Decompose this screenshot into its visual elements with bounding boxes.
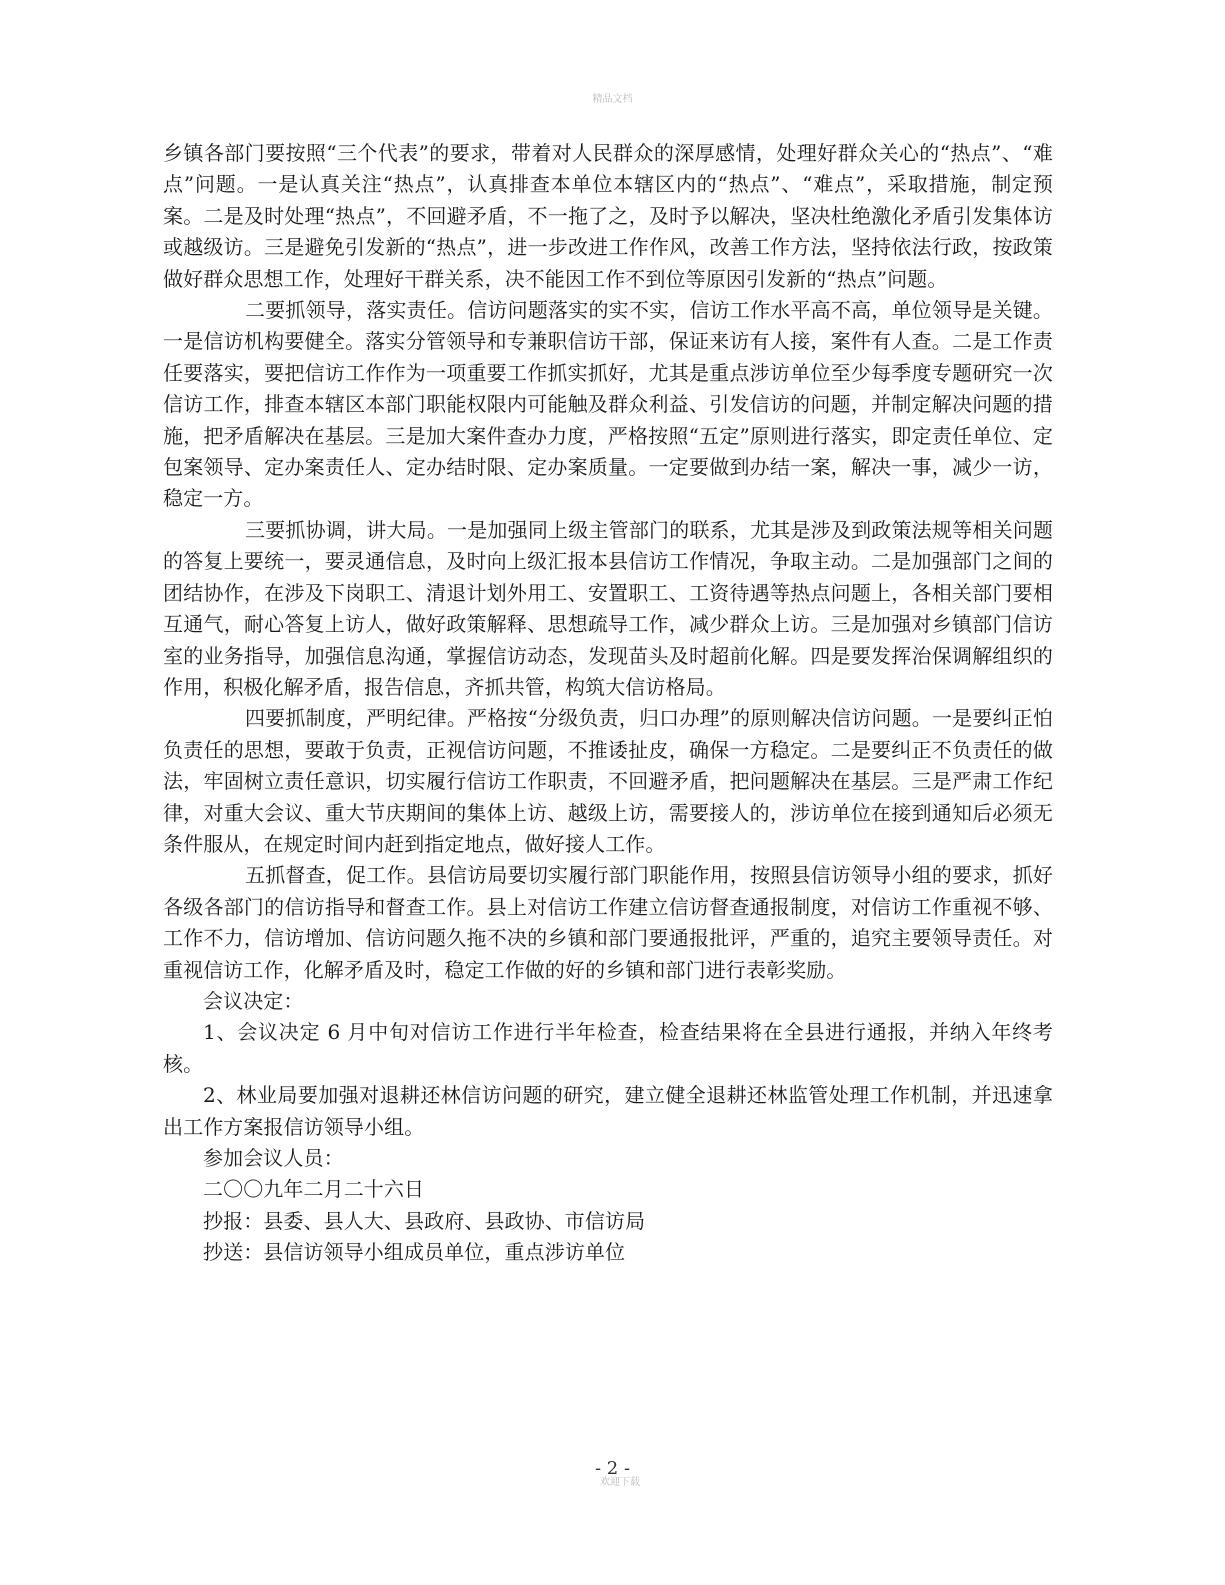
- paragraph-hotspots: 乡镇各部门要按照“三个代表”的要求，带着对人民群众的深厚感情，处理好群众关心的“热点”、“难点”问题。一是认真关注“热点”，认真排查本单位本辖区内的“热点”、“难点”，采取措施，制定预案。二是及时处理“热点”，不回避矛盾，不一拖了之，及时予以解决，坚决杜绝激化矛盾引发集体访或越级访。三是避免引发新的“热点”，进一步改进工作作风，改善工作方法，坚持依法行政，按政策做好群众思想工作，处理好干群关系，决不能因工作不到位等原因引发新的“热点”问题。: [163, 141, 1053, 291]
- header-watermark: 精品文档: [592, 94, 633, 105]
- footer-watermark: 欢迎下载: [600, 1477, 640, 1488]
- page-number: - 2 -: [594, 1458, 631, 1479]
- document-body: [163, 138, 1053, 1269]
- meeting-decision-heading: 会议决定：: [203, 988, 304, 1013]
- paragraph-leadership: 二要抓领导，落实责任。信访问题落实的实不实，信访工作水平高不高，单位领导是关键。一是信访机构要健全。落实分管领导和专兼职信访干部，保证来访有人接，案件有人查。二是工作责任要落实，要把信访工作作为一项重要工作抓实抓好，尤其是重点涉访单位至少每季度专题研究一次信访工作，排查本辖区本部门职能权限内可能触及群众利益、引发信访的问题，并制定解决问题的措施，把矛盾解决在基层。三是加大案件查办力度，严格按照“五定”原则进行落实，即定责任单位、定包案领导、定办案责任人、定办结时限、定办案质量。一定要做到办结一案，解决一事，减少一访，稳定一方。: [163, 298, 1053, 511]
- paragraph-supervision: 五抓督查，促工作。县信访局要切实履行部门职能作用，按照县信访领导小组的要求，抓好各级各部门的信访指导和督查工作。县上对信访工作建立信访督查通报制度，对信访工作重视不够、工作不力，信访增加、信访问题久拖不决的乡镇和部门要通报批评，严重的，追究主要领导责任。对重视信访工作，化解矛盾及时，稳定工作做的好的乡镇和部门进行表彰奖励。: [163, 863, 1053, 982]
- copy-to-line: 抄送：县信访领导小组成员单位，重点涉访单位: [203, 1240, 626, 1265]
- paragraph-discipline: 四要抓制度，严明纪律。严格按“分级负责，归口办理”的原则解决信访问题。一是要纠正怕负责任的思想，要敢于负责，正视信访问题，不推诿扯皮，确保一方稳定。二是要纠正不负责任的做法，牢固树立责任意识，切实履行信访工作职责，不回避矛盾，把问题解决在基层。三是严肃工作纪律，对重大会议、重大节庆期间的集体上访、越级上访，需要接人的，涉访单位在接到通知后必须无条件服从，在规定时间内赶到指定地点，做好接人工作。: [163, 706, 1053, 856]
- document-date: 二〇〇九年二月二十六日: [203, 1177, 425, 1202]
- report-to-line: 抄报：县委、县人大、县政府、县政协、市信访局: [203, 1208, 646, 1233]
- decision-item-1: 1、会议决定 6 月中旬对信访工作进行半年检查，检查结果将在全县进行通报，并纳入年终考核。: [163, 1020, 1053, 1076]
- paragraph-coordination: 三要抓协调，讲大局。一是加强同上级主管部门的联系，尤其是涉及到政策法规等相关问题的答复上要统一，要灵通信息，及时向上级汇报本县信访工作情况，争取主动。二是加强部门之间的团结协作，在涉及下岗职工、清退计划外用工、安置职工、工资待遇等热点问题上，各相关部门要相互通气，耐心答复上访人，做好政策解释、思想疏导工作，减少群众上访。三是加强对乡镇部门信访室的业务指导，加强信息沟通，掌握信访动态，发现苗头及时超前化解。四是要发挥治保调解组织的作用，积极化解矛盾，报告信息，齐抓共管，构筑大信访格局。: [163, 517, 1053, 699]
- decision-item-2: 2、林业局要加强对退耕还林信访问题的研究，建立健全退耕还林监管处理工作机制，并迅速拿出工作方案报信访领导小组。: [163, 1083, 1053, 1139]
- attendees-label: 参加会议人员：: [203, 1146, 344, 1170]
